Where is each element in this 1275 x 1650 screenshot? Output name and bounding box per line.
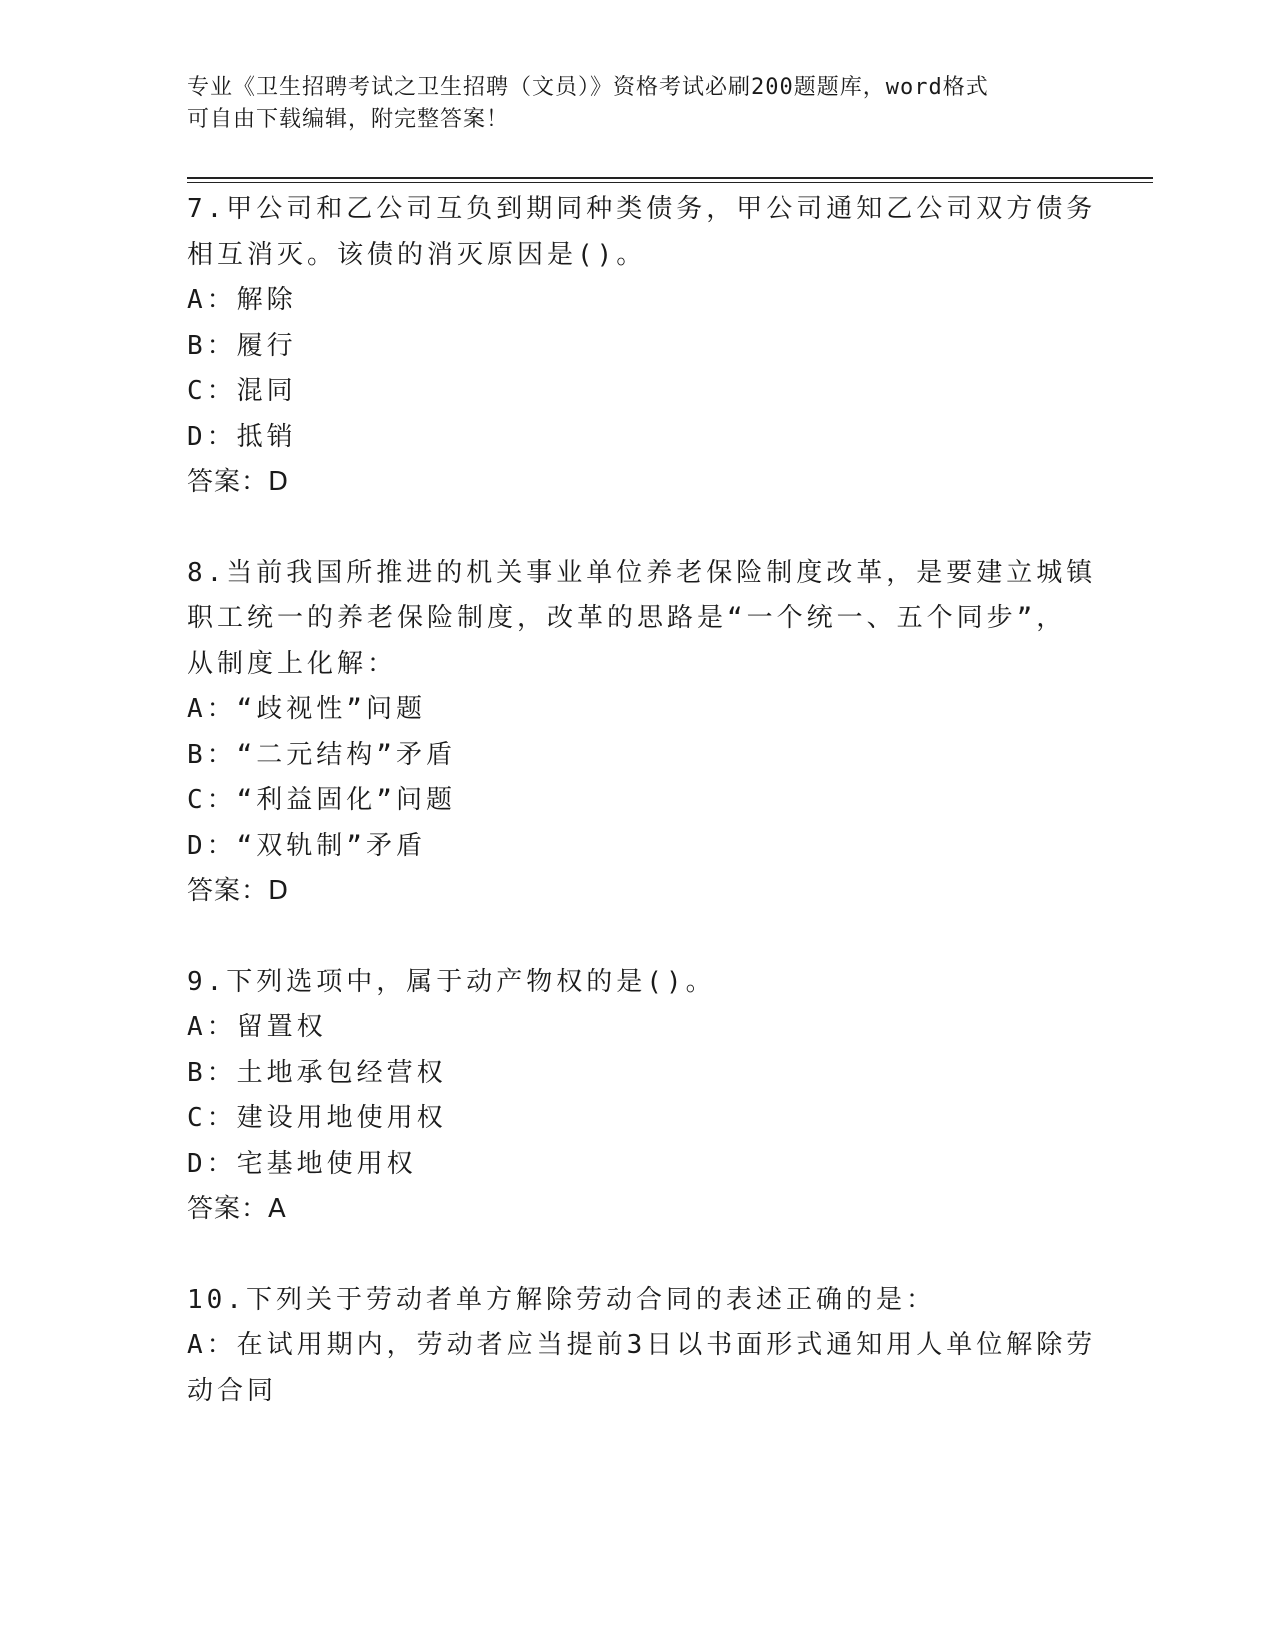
header-line-2: 可自由下载编辑，附完整答案！ [187,107,510,132]
question-stem-line: 相互消灭。该债的消灭原因是()。 [187,239,647,270]
option-a: A：解除 [187,285,297,315]
answer-line: 答案：D [187,467,290,497]
option-b: B：“二元结构”矛盾 [187,739,456,770]
question-list [187,187,1097,1414]
question-stem-line: 9.下列选项中，属于动产物权的是()。 [187,966,716,997]
option-d: D：宅基地使用权 [187,1148,417,1179]
question-spacer [187,506,1087,551]
option-b: B：土地承包经营权 [187,1057,447,1088]
question-stem-line: 7.甲公司和乙公司互负到期同种类债务，甲公司通知乙公司双方债务 [187,194,1097,224]
option-b: B：履行 [187,330,297,361]
answer-line: 答案：A [187,1194,287,1224]
option-d: D：抵销 [187,421,297,452]
answer-line: 答案：D [187,876,290,906]
question-stem-line: 职工统一的养老保险制度，改革的思路是“一个统一、五个同步”， [187,603,1067,633]
question-stem-line: 8.当前我国所推进的机关事业单位养老保险制度改革，是要建立城镇 [187,557,1097,588]
header-divider-thick [187,177,1153,179]
document-header [187,72,1067,136]
option-c: C：建设用地使用权 [187,1103,447,1133]
option-a: A：留置权 [187,1012,327,1042]
option-a: A：在试用期内，劳动者应当提前3日以书面形式通知用人单位解除劳 [187,1330,1097,1360]
question-stem-line: 从制度上化解： [187,648,398,679]
question-10 [187,1278,1097,1415]
question-7 [187,187,1097,506]
question-9 [187,960,1087,1233]
question-8 [187,551,1097,915]
question-stem-line: 10.下列关于劳动者单方解除劳动合同的表述正确的是： [187,1284,936,1315]
header-divider-thin [187,182,1153,183]
option-c: C：“利益固化”问题 [187,785,456,815]
question-spacer [187,1233,1087,1278]
option-d: D：“双轨制”矛盾 [187,830,426,861]
question-spacer [187,915,1087,960]
option-a: A：“歧视性”问题 [187,694,426,724]
option-a-continuation: 动合同 [187,1375,278,1406]
header-line-1: 专业《卫生招聘考试之卫生招聘（文员）》资格考试必刷200题题库，word格式 [187,75,989,100]
option-c: C：混同 [187,376,297,406]
